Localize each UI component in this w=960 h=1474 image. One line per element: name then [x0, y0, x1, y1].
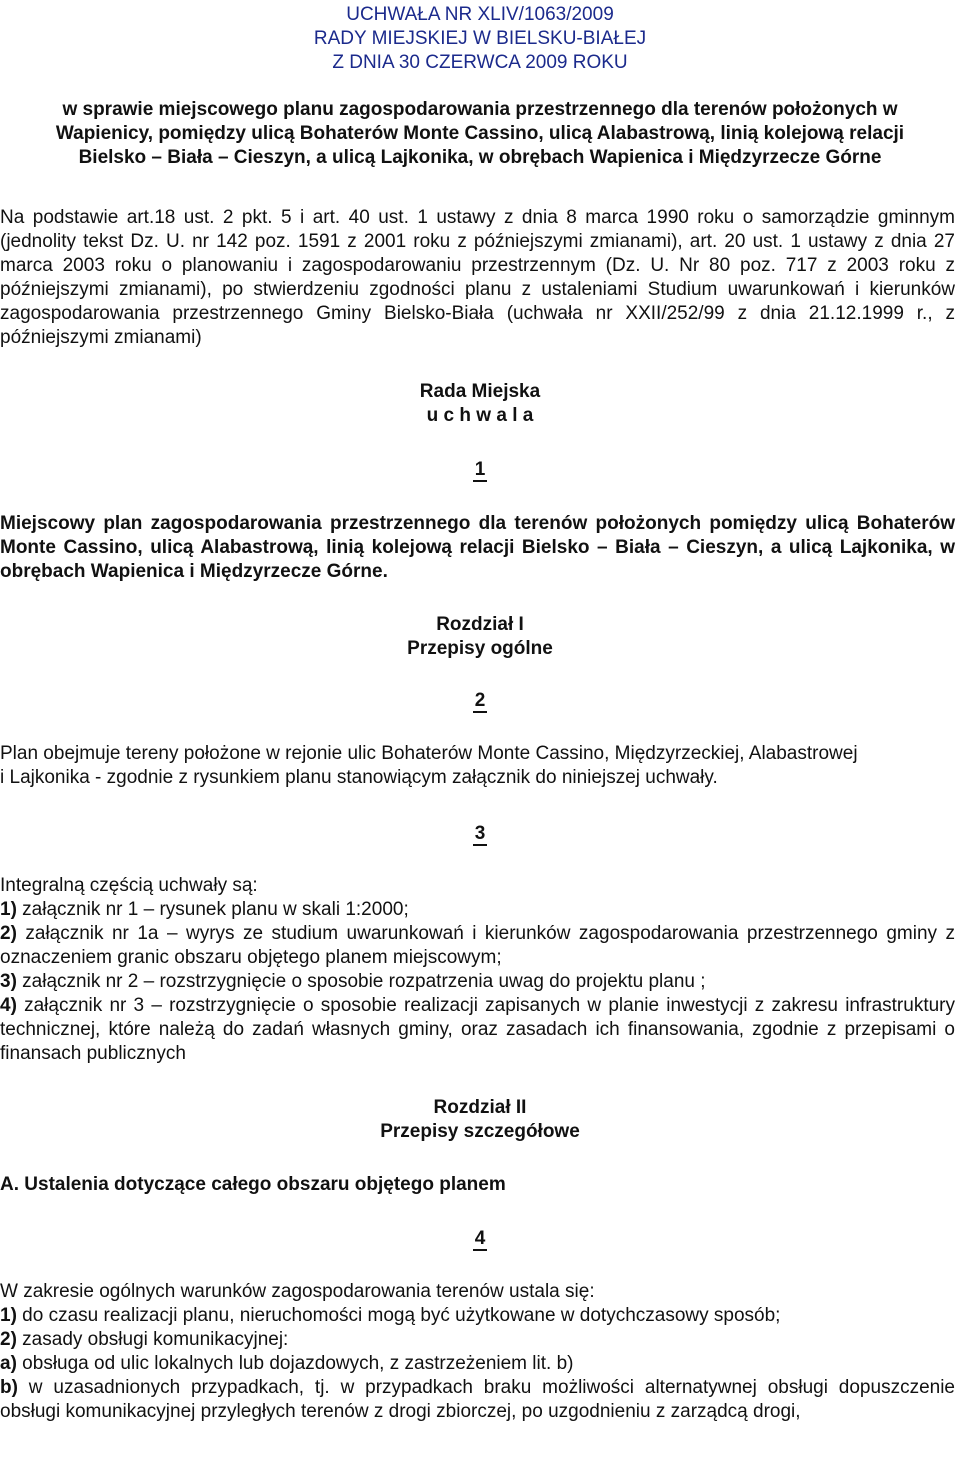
item-text: załącznik nr 3 – rozstrzygnięcie o sposobie realizacji zapisanych w planie inwestycji z zakresu infrastruktury technicznej, które należą do zadań własnych gminy, oraz zasadach ich finansowania, zgodnie z przepisami o finansach publicznych	[0, 995, 955, 1064]
chapter-1-title: Rozdział I	[436, 614, 524, 635]
chapter-2-subtitle: Przepisy szczegółowe	[380, 1121, 580, 1142]
subject-line: Wapienicy, pomiędzy ulicą Bohaterów Monte Cassino, ulicą Alabastrową, linią kolejową relacji	[55, 123, 905, 144]
item-text: do czasu realizacji planu, nieruchomości mogą być użytkowane w dotychczasowy sposób;	[16, 1305, 781, 1326]
paragraph-number: 4	[474, 1228, 486, 1249]
list-intro: Integralną częścią uchwały są:	[0, 875, 258, 896]
resolves-heading: u c h w a l a	[426, 405, 534, 426]
paragraph-number: 3	[474, 823, 486, 844]
council-name: RADY MIEJSKIEJ W BIELSKU-BIAŁEJ	[313, 28, 647, 49]
paragraph-3-body	[0, 874, 955, 1066]
item-text: w uzasadnionych przypadkach, tj. w przypadkach braku możliwości alternatywnej obsługi dopuszczenie obsługi komunikacyjnej przyległych terenów z drogi zbiorczej, po uzgodnieniu z zarządcą drogi,	[0, 1377, 955, 1422]
item-text: załącznik nr 1 – rysunek planu w skali 1:2000;	[16, 899, 409, 920]
item-number: 2)	[0, 923, 17, 944]
list-item	[0, 1328, 955, 1352]
item-text: zasady obsługi komunikacyjnej:	[16, 1329, 289, 1350]
paragraph-2-heading	[0, 689, 960, 713]
list-item	[0, 1352, 955, 1376]
item-text: załącznik nr 2 – rozstrzygnięcie o sposobie rozpatrzenia uwag do projektu planu ;	[16, 971, 706, 992]
list-item	[0, 970, 955, 994]
list-item	[0, 922, 955, 970]
item-text: obsługa od ulic lokalnych lub dojazdowych, z zastrzeżeniem lit. b)	[16, 1353, 574, 1374]
resolution-date: Z DNIA 30 CZERWCA 2009 ROKU	[332, 52, 628, 73]
chapter-1-subtitle: Przepisy ogólne	[407, 638, 553, 659]
list-item	[0, 994, 955, 1066]
item-number: 1)	[0, 1305, 17, 1326]
list-item	[0, 1376, 955, 1424]
paragraph-4-heading	[0, 1227, 960, 1251]
list-item	[0, 898, 955, 922]
subject-line: Bielsko – Biała – Cieszyn, a ulicą Lajkonika, w obrębach Wapienica i Międzyrzecze Górne	[78, 147, 882, 168]
council-heading: Rada Miejska	[419, 381, 541, 402]
item-number: 3)	[0, 971, 17, 992]
part-a-heading: A. Ustalenia dotyczące całego obszaru objętego planem	[0, 1174, 506, 1195]
item-number: b)	[0, 1377, 18, 1398]
paragraph-1-text: Miejscowy plan zagospodarowania przestrzennego dla terenów położonych pomiędzy ulicą Bohaterów Monte Cassino, ulicą Alabastrową, linią kolejową relacji Bielsko – Biała – Cieszyn, a ulicą Lajkonika, w obrębach Wapienica i Międzyrzecze Górne.	[0, 513, 955, 582]
item-number: 4)	[0, 995, 17, 1016]
legal-basis: Na podstawie art.18 ust. 2 pkt. 5 i art. 40 ust. 1 ustawy z dnia 8 marca 1990 roku o samorządzie gminnym (jednolity tekst Dz. U. nr 142 poz. 1591 z 2001 roku z późniejszymi zmianami), art. 20 ust. 1 ustawy z dnia 27 marca 2003 roku o planowaniu i zagospodarowaniu przestrzennym (Dz. U. Nr 80 poz. 717 z 2003 roku z późniejszymi zmianami), po stwierdzeniu zgodności planu z ustaleniami Studium uwarunkowań i kierunków zagospodarowania przestrzennego Gminy Bielsko-Biała (uchwała nr XXII/252/99 z dnia 21.12.1999 r., z późniejszymi zmianami)	[0, 207, 955, 348]
resolution-number: UCHWAŁA NR XLIV/1063/2009	[346, 4, 614, 25]
item-text: załącznik nr 1a – wyrys ze studium uwarunkowań i kierunków zagospodarowania przestrzennego gminy z oznaczeniem granic obszaru objętego planem miejscowym;	[0, 923, 955, 968]
item-number: 2)	[0, 1329, 17, 1350]
paragraph-number: 2	[474, 690, 486, 711]
resolution-subject	[0, 98, 960, 170]
paragraph-3-heading	[0, 822, 960, 846]
paragraph-4-body	[0, 1280, 955, 1424]
text-line: Plan obejmuje tereny położone w rejonie ulic Bohaterów Monte Cassino, Międzyrzeckiej, Alabastrowej	[0, 743, 858, 764]
list-intro: W zakresie ogólnych warunków zagospodarowania terenów ustala się:	[0, 1281, 595, 1302]
item-number: 1)	[0, 899, 17, 920]
paragraph-number: 1	[474, 459, 486, 480]
chapter-2-title: Rozdział II	[433, 1097, 527, 1118]
paragraph-2-text	[0, 742, 955, 790]
list-item	[0, 1304, 955, 1328]
item-number: a)	[0, 1353, 17, 1374]
subject-line: w sprawie miejscowego planu zagospodarowania przestrzennego dla terenów położonych w	[62, 99, 898, 120]
text-line: i Lajkonika - zgodnie z rysunkiem planu stanowiącym załącznik do niniejszej uchwały.	[0, 767, 718, 788]
paragraph-1-heading	[0, 458, 960, 482]
